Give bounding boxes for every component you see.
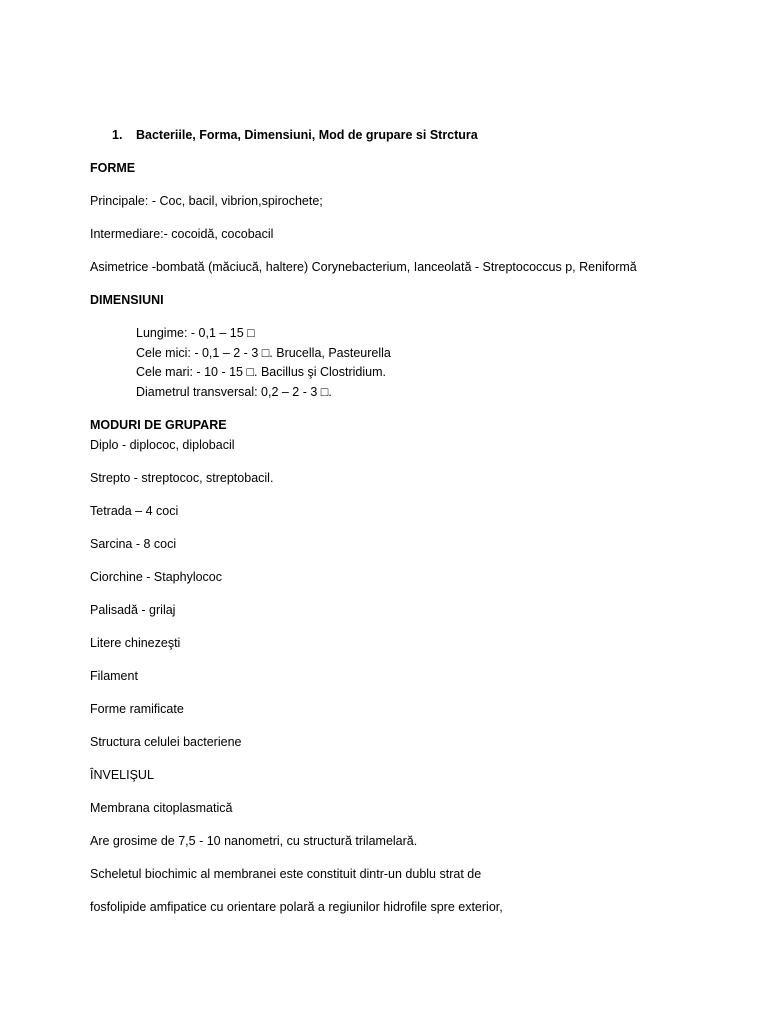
grupare-item: Litere chinezeşti [90, 636, 181, 650]
structura-title: Structura celulei bacteriene [90, 735, 242, 749]
invelis-title: ÎNVELIŞUL [90, 768, 154, 782]
grupare-item: Palisadă - grilaj [90, 603, 176, 617]
forme-principale: Principale: - Coc, bacil, vibrion,spirochete; [90, 194, 323, 208]
forme-asimetrice: Asimetrice -bombată (măciucă, haltere) Corynebacterium, Ianceolată - Streptococcus p, Reniformă [90, 260, 637, 274]
grupare-item: Tetrada – 4 coci [90, 504, 179, 518]
heading-number: 1. [112, 128, 123, 142]
membrana-text: Are grosime de 7,5 - 10 nanometri, cu structură trilamelară. [90, 834, 418, 848]
membrana-text: fosfolipide amfipatice cu orientare polară a regiunilor hidrofile spre exterior, [90, 900, 503, 914]
forme-title: FORME [90, 161, 136, 175]
dimensiuni-item: Lungime: - 0,1 – 15 □ [136, 326, 255, 340]
heading-text: Bacteriile, Forma, Dimensiuni, Mod de grupare si Strctura [136, 128, 478, 142]
grupare-item: Diplo - diplococ, diplobacil [90, 438, 235, 452]
grupare-item: Ciorchine - Staphylococ [90, 570, 223, 584]
grupare-item: Forme ramificate [90, 702, 184, 716]
membrana-text: Scheletul biochimic al membranei este constituit dintr-un dublu strat de [90, 867, 482, 881]
membrana-title: Membrana citoplasmatică [90, 801, 233, 815]
grupare-title: MODURI DE GRUPARE [90, 418, 227, 432]
grupare-item: Sarcina - 8 coci [90, 537, 177, 551]
grupare-item: Filament [90, 669, 138, 683]
grupare-item: Strepto - streptococ, streptobacil. [90, 471, 274, 485]
dimensiuni-item: Cele mari: - 10 - 15 □. Bacillus şi Clostridium. [136, 365, 386, 379]
dimensiuni-item: Diametrul transversal: 0,2 – 2 - 3 □. [136, 385, 332, 399]
forme-intermediare: Intermediare:- cocoidă, cocobacil [90, 227, 274, 241]
dimensiuni-title: DIMENSIUNI [90, 293, 164, 307]
dimensiuni-item: Cele mici: - 0,1 – 2 - 3 □. Brucella, Pasteurella [136, 346, 391, 360]
